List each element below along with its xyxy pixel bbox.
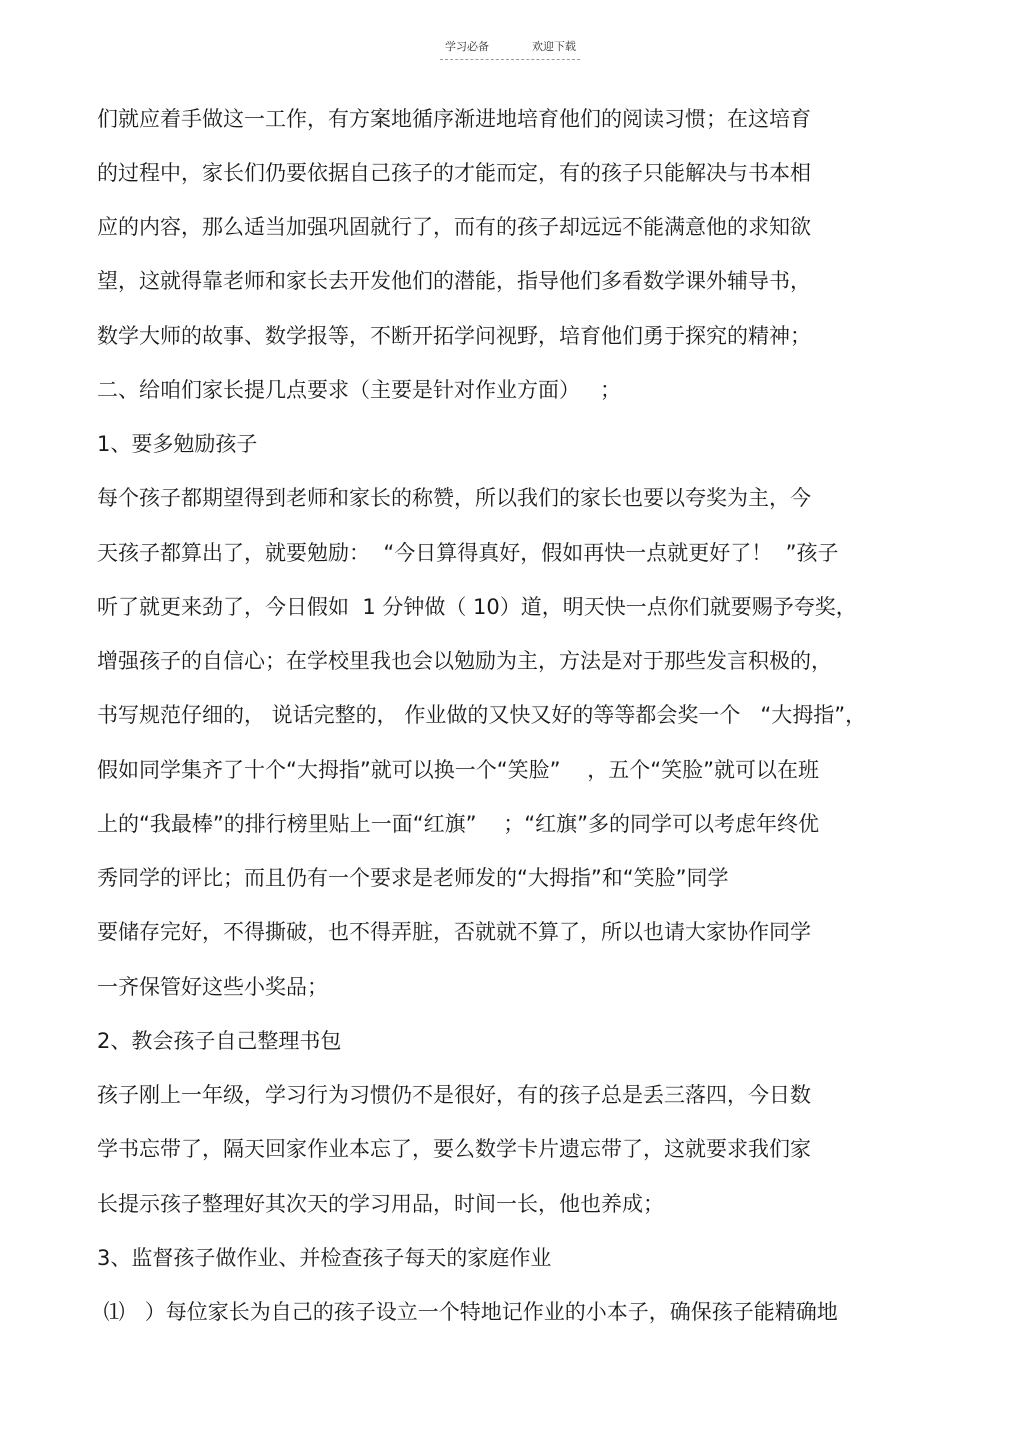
- text-line: 数学大师的故事、数学报等，不断开拓学问视野，培育他们勇于探究的精神；: [97, 324, 811, 348]
- section-heading: 二、给咱们家长提几点要求（主要是针对作业方面） ；: [97, 378, 622, 402]
- header-left-text: 学习必备: [445, 40, 489, 53]
- text-line: 学书忘带了，隔天回家作业本忘了，要么数学卡片遗忘带了，这就要求我们家: [97, 1137, 811, 1161]
- text-line: 要储存完好，不得撕破，也不得弄脏，否就就不算了，所以也请大家协作同学: [97, 920, 811, 944]
- text-line: 长提示孩子整理好其次天的学习用品，时间一长，他也养成；: [97, 1192, 664, 1216]
- text-line: 增强孩子的自信心；在学校里我也会以勉励为主，方法是对于那些发言积极的，: [97, 649, 832, 673]
- text-line: ⑴ ）每位家长为自己的孩子设立一个特地记作业的小本子，确保孩子能精确地: [97, 1300, 838, 1324]
- text-line: 一齐保管好这些小奖品；: [97, 975, 328, 999]
- text-line: 孩子刚上一年级，学习行为习惯仍不是很好，有的孩子总是丢三落四，今日数: [97, 1083, 811, 1107]
- header-right-text: 欢迎下载: [532, 40, 576, 53]
- text-line: 应的内容，那么适当加强巩固就行了，而有的孩子却远远不能满意他的求知欲: [97, 215, 811, 239]
- text-line: 书写规范仔细的， 说话完整的， 作业做的又快又好的等等都会奖一个 “大拇指”，: [97, 703, 867, 727]
- text-line: 秀同学的评比；而且仍有一个要求是老师发的“大拇指”和“笑脸”同学: [97, 866, 729, 890]
- text-line: 上的“我最棒”的排行榜里贴上一面“红旗” ；“红旗”多的同学可以考虑年终优: [97, 812, 819, 836]
- subheading: 3、监督孩子做作业、并检查孩子每天的家庭作业: [97, 1246, 552, 1270]
- text-line: 的过程中，家长们仍要依据自己孩子的才能而定，有的孩子只能解决与书本相: [97, 161, 811, 185]
- text-line: 望，这就得靠老师和家长去开发他们的潜能，指导他们多看数学课外辅导书，: [97, 269, 811, 293]
- header-divider: [440, 59, 580, 60]
- subheading: 2、教会孩子自己整理书包: [97, 1029, 342, 1053]
- text-line: 听了就更来劲了，今日假如 1 分钟做（ 10）道，明天快一点你们就要赐予夸奖，: [97, 595, 857, 619]
- text-line: 每个孩子都期望得到老师和家长的称赞，所以我们的家长也要以夸奖为主，今: [97, 486, 811, 510]
- text-line: 假如同学集齐了十个“大拇指”就可以换一个“笑脸” ，五个“笑脸”就可以在班: [97, 758, 819, 782]
- page-header: [440, 40, 580, 62]
- subheading: 1、要多勉励孩子: [97, 432, 258, 456]
- text-line: 们就应着手做这一工作，有方案地循序渐进地培育他们的阅读习惯；在这培育: [97, 107, 811, 131]
- text-line: 天孩子都算出了，就要勉励： “今日算得真好，假如再快一点就更好了！ ”孩子: [97, 541, 839, 565]
